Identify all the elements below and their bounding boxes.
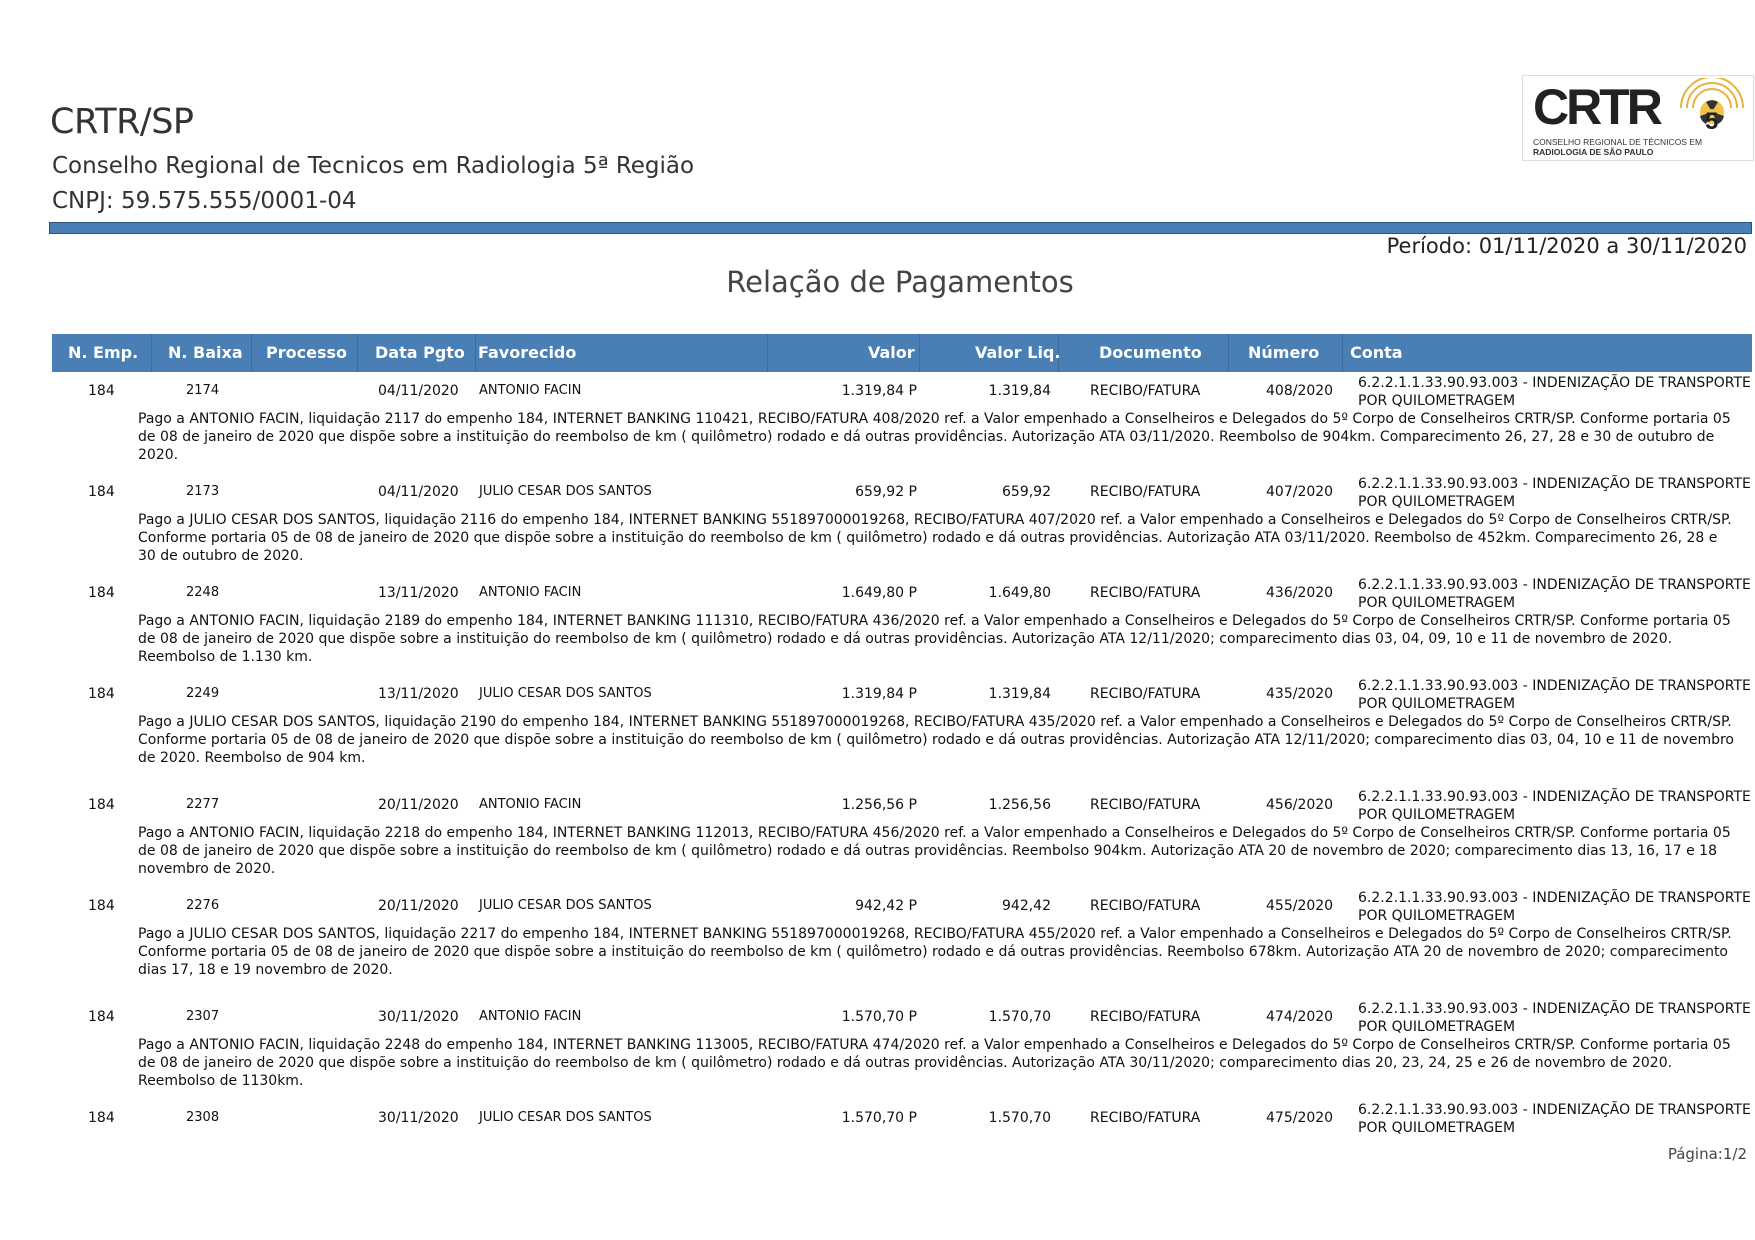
payment-history-text: Pago a ANTONIO FACIN, liquidação 2218 do empenho 184, INTERNET BANKING 112013, RECIBO/FATURA 456/2020 ref. a Valor empenhado a Conselheiros e Delegados do 5º Corpo de Conselheiros CRTR/SP. Conforme portaria 05 de 08 de janeiro de 2020 que dispõe sobre a instituição do reembolso de km ( quilômetro) rodado e dá outras providências. Reembolso 904km. Autorização ATA 20 de novembro de 2020; comparecimento dias 13, 16, 17 e 18 novembro de 2020.: [138, 825, 1731, 877]
cell-valor-liq: 1.570,70: [988, 1110, 1051, 1126]
cell-favorecido: ANTONIO FACIN: [479, 1009, 582, 1024]
cell-numero: 475/2020: [1266, 1110, 1334, 1126]
cell-numero: 407/2020: [1266, 484, 1334, 500]
cell-valor: 1.570,70 P: [841, 1110, 917, 1126]
column-separator: [919, 334, 920, 372]
org-cnpj: CNPJ: 59.575.555/0001-04: [52, 188, 357, 214]
cell-favorecido: ANTONIO FACIN: [479, 383, 582, 398]
cell-data-pgto: 13/11/2020: [378, 686, 459, 702]
cell-baixa: 2277: [186, 797, 220, 812]
cell-valor: 942,42 P: [855, 898, 917, 914]
column-separator: [251, 334, 252, 372]
column-header-valor-liq: Valor Liq.: [975, 343, 1061, 362]
cell-favorecido: JULIO CESAR DOS SANTOS: [479, 898, 652, 913]
cell-documento: RECIBO/FATURA: [1090, 797, 1201, 813]
column-separator: [475, 334, 476, 372]
payment-history-text: Pago a JULIO CESAR DOS SANTOS, liquidação 2217 do empenho 184, INTERNET BANKING 551897000019268, RECIBO/FATURA 455/2020 ref. a Valor empenhado a Conselheiros e Delegados do 5º Corpo de Conselheiros CRTR/SP. Conforme portaria 05 de 08 de janeiro de 2020 que dispõe sobre a instituição do reembolso de km ( quilômetro) rodado e dá outras providências. Reembolso 678km. Autorização ATA 20 de novembro de 2020; comparecimento dias 17, 18 e 19 novembro de 2020.: [138, 926, 1732, 978]
cell-documento: RECIBO/FATURA: [1090, 686, 1201, 702]
column-header-emp: N. Emp.: [68, 343, 139, 362]
column-separator: [767, 334, 768, 372]
cell-conta: 6.2.2.1.1.33.90.93.003 - INDENIZAÇÃO DE TRANSPORTE POR QUILOMETRAGEM: [1358, 1102, 1751, 1136]
cell-documento: RECIBO/FATURA: [1090, 383, 1201, 399]
cell-conta: 6.2.2.1.1.33.90.93.003 - INDENIZAÇÃO DE TRANSPORTE POR QUILOMETRAGEM: [1358, 577, 1751, 611]
cell-conta: 6.2.2.1.1.33.90.93.003 - INDENIZAÇÃO DE TRANSPORTE POR QUILOMETRAGEM: [1358, 476, 1751, 510]
cell-emp: 184: [88, 1009, 115, 1025]
cell-valor: 1.570,70 P: [841, 1009, 917, 1025]
column-separator: [1342, 334, 1343, 372]
payment-history-text: Pago a ANTONIO FACIN, liquidação 2189 do empenho 184, INTERNET BANKING 111310, RECIBO/FATURA 436/2020 ref. a Valor empenhado a Conselheiros e Delegados do 5º Corpo de Conselheiros CRTR/SP. Conforme portaria 05 de 08 de janeiro de 2020 que dispõe sobre a instituição do reembolso de km ( quilômetro) rodado e dá outras providências. Autorização ATA 12/11/2020; comparecimento dias 03, 04, 09, 10 e 11 de novembro de 2020. Reembolso de 1.130 km.: [138, 613, 1731, 665]
cell-valor-liq: 1.649,80: [988, 585, 1051, 601]
cell-baixa: 2249: [186, 686, 220, 701]
cell-numero: 435/2020: [1266, 686, 1334, 702]
cell-valor: 659,92 P: [855, 484, 917, 500]
column-separator: [151, 334, 152, 372]
column-header-favorecido: Favorecido: [478, 343, 577, 362]
cell-favorecido: JULIO CESAR DOS SANTOS: [479, 484, 652, 499]
cell-conta: 6.2.2.1.1.33.90.93.003 - INDENIZAÇÃO DE TRANSPORTE POR QUILOMETRAGEM: [1358, 789, 1751, 823]
cell-documento: RECIBO/FATURA: [1090, 1110, 1201, 1126]
logo-number: 5: [1705, 108, 1719, 135]
cell-documento: RECIBO/FATURA: [1090, 585, 1201, 601]
cell-data-pgto: 04/11/2020: [378, 383, 459, 399]
cell-valor-liq: 1.319,84: [988, 686, 1051, 702]
cell-baixa: 2276: [186, 898, 220, 913]
cell-conta: 6.2.2.1.1.33.90.93.003 - INDENIZAÇÃO DE TRANSPORTE POR QUILOMETRAGEM: [1358, 678, 1751, 712]
column-header-processo: Processo: [266, 343, 347, 362]
cell-emp: 184: [88, 383, 115, 399]
cell-numero: 455/2020: [1266, 898, 1334, 914]
cell-data-pgto: 13/11/2020: [378, 585, 459, 601]
cell-emp: 184: [88, 585, 115, 601]
cell-valor: 1.649,80 P: [841, 585, 917, 601]
logo-subtitle-2: RADIOLOGIA DE SÃO PAULO: [1533, 147, 1654, 157]
column-header-valor: Valor: [868, 343, 915, 362]
column-separator: [357, 334, 358, 372]
cell-valor-liq: 659,92: [1002, 484, 1051, 500]
cell-emp: 184: [88, 484, 115, 500]
cell-favorecido: JULIO CESAR DOS SANTOS: [479, 686, 652, 701]
header-divider: [49, 222, 1752, 234]
cell-data-pgto: 30/11/2020: [378, 1009, 459, 1025]
cell-emp: 184: [88, 898, 115, 914]
table-header: [52, 334, 1752, 372]
cell-baixa: 2307: [186, 1009, 220, 1024]
cell-baixa: 2308: [186, 1110, 220, 1125]
cell-favorecido: ANTONIO FACIN: [479, 585, 582, 600]
logo-subtitle-1: CONSELHO REGIONAL DE TÉCNICOS EM: [1533, 137, 1703, 147]
logo: [1522, 75, 1754, 161]
payment-history-text: Pago a ANTONIO FACIN, liquidação 2117 do empenho 184, INTERNET BANKING 110421, RECIBO/FATURA 408/2020 ref. a Valor empenhado a Conselheiros e Delegados do 5º Corpo de Conselheiros CRTR/SP. Conforme portaria 05 de 08 de janeiro de 2020 que dispõe sobre a instituição do reembolso de km ( quilômetro) rodado e dá outras providências. Autorização ATA 03/11/2020. Reembolso de 904km. Comparecimento 26, 27, 28 e 30 de outubro de 2020.: [138, 411, 1731, 463]
cell-valor: 1.319,84 P: [841, 383, 917, 399]
payment-history-text: Pago a JULIO CESAR DOS SANTOS, liquidação 2116 do empenho 184, INTERNET BANKING 551897000019268, RECIBO/FATURA 407/2020 ref. a Valor empenhado a Conselheiros e Delegados do 5º Corpo de Conselheiros CRTR/SP. Conforme portaria 05 de 08 de janeiro de 2020 que dispõe sobre a instituição do reembolso de km ( quilômetro) rodado e dá outras providências. Autorização ATA 03/11/2020. Reembolso de 452km. Comparecimento 26, 28 e 30 de outubro de 2020.: [138, 512, 1732, 564]
column-header-numero: Número: [1248, 343, 1320, 362]
column-header-conta: Conta: [1350, 343, 1403, 362]
cell-numero: 474/2020: [1266, 1009, 1334, 1025]
cell-documento: RECIBO/FATURA: [1090, 484, 1201, 500]
cell-valor-liq: 1.319,84: [988, 383, 1051, 399]
page-number: Página:1/2: [1667, 1145, 1747, 1163]
cell-baixa: 2248: [186, 585, 220, 600]
cell-conta: 6.2.2.1.1.33.90.93.003 - INDENIZAÇÃO DE TRANSPORTE POR QUILOMETRAGEM: [1358, 375, 1751, 409]
report-period: Período: 01/11/2020 a 30/11/2020: [1386, 234, 1747, 258]
cell-emp: 184: [88, 686, 115, 702]
cell-valor-liq: 942,42: [1002, 898, 1051, 914]
cell-data-pgto: 30/11/2020: [378, 1110, 459, 1126]
cell-valor: 1.256,56 P: [841, 797, 917, 813]
org-name: CRTR/SP: [50, 102, 194, 142]
cell-emp: 184: [88, 797, 115, 813]
org-full-name: Conselho Regional de Tecnicos em Radiologia 5ª Região: [52, 153, 695, 179]
cell-numero: 456/2020: [1266, 797, 1334, 813]
logo-text: CRTR: [1533, 79, 1660, 135]
cell-documento: RECIBO/FATURA: [1090, 898, 1201, 914]
cell-baixa: 2173: [186, 484, 220, 499]
column-header-data: Data Pgto: [375, 343, 465, 362]
report-title: Relação de Pagamentos: [726, 265, 1074, 299]
cell-numero: 408/2020: [1266, 383, 1334, 399]
cell-data-pgto: 04/11/2020: [378, 484, 459, 500]
cell-conta: 6.2.2.1.1.33.90.93.003 - INDENIZAÇÃO DE TRANSPORTE POR QUILOMETRAGEM: [1358, 1001, 1751, 1035]
column-header-documento: Documento: [1099, 343, 1202, 362]
cell-favorecido: ANTONIO FACIN: [479, 797, 582, 812]
payment-history-text: Pago a JULIO CESAR DOS SANTOS, liquidação 2190 do empenho 184, INTERNET BANKING 551897000019268, RECIBO/FATURA 435/2020 ref. a Valor empenhado a Conselheiros e Delegados do 5º Corpo de Conselheiros CRTR/SP. Conforme portaria 05 de 08 de janeiro de 2020 que dispõe sobre a instituição do reembolso de km ( quilômetro) rodado e dá outras providências. Autorização ATA 12/11/2020; comparecimento dias 03, 04, 10 e 11 de novembro de 2020. Reembolso de 904 km.: [138, 714, 1734, 766]
cell-documento: RECIBO/FATURA: [1090, 1009, 1201, 1025]
cell-favorecido: JULIO CESAR DOS SANTOS: [479, 1110, 652, 1125]
cell-baixa: 2174: [186, 383, 220, 398]
column-separator: [1228, 334, 1229, 372]
cell-conta: 6.2.2.1.1.33.90.93.003 - INDENIZAÇÃO DE TRANSPORTE POR QUILOMETRAGEM: [1358, 890, 1751, 924]
cell-emp: 184: [88, 1110, 115, 1126]
payment-history-text: Pago a ANTONIO FACIN, liquidação 2248 do empenho 184, INTERNET BANKING 113005, RECIBO/FATURA 474/2020 ref. a Valor empenhado a Conselheiros e Delegados do 5º Corpo de Conselheiros CRTR/SP. Conforme portaria 05 de 08 de janeiro de 2020 que dispõe sobre a instituição do reembolso de km ( quilômetro) rodado e dá outras providências. Autorização ATA 30/11/2020; comparecimento dias 20, 23, 24, 25 e 26 de novembro de 2020. Reembolso de 1130km.: [138, 1037, 1731, 1089]
cell-valor-liq: 1.256,56: [988, 797, 1051, 813]
cell-valor: 1.319,84 P: [841, 686, 917, 702]
cell-valor-liq: 1.570,70: [988, 1009, 1051, 1025]
column-header-baixa: N. Baixa: [168, 343, 243, 362]
cell-numero: 436/2020: [1266, 585, 1334, 601]
cell-data-pgto: 20/11/2020: [378, 797, 459, 813]
cell-data-pgto: 20/11/2020: [378, 898, 459, 914]
